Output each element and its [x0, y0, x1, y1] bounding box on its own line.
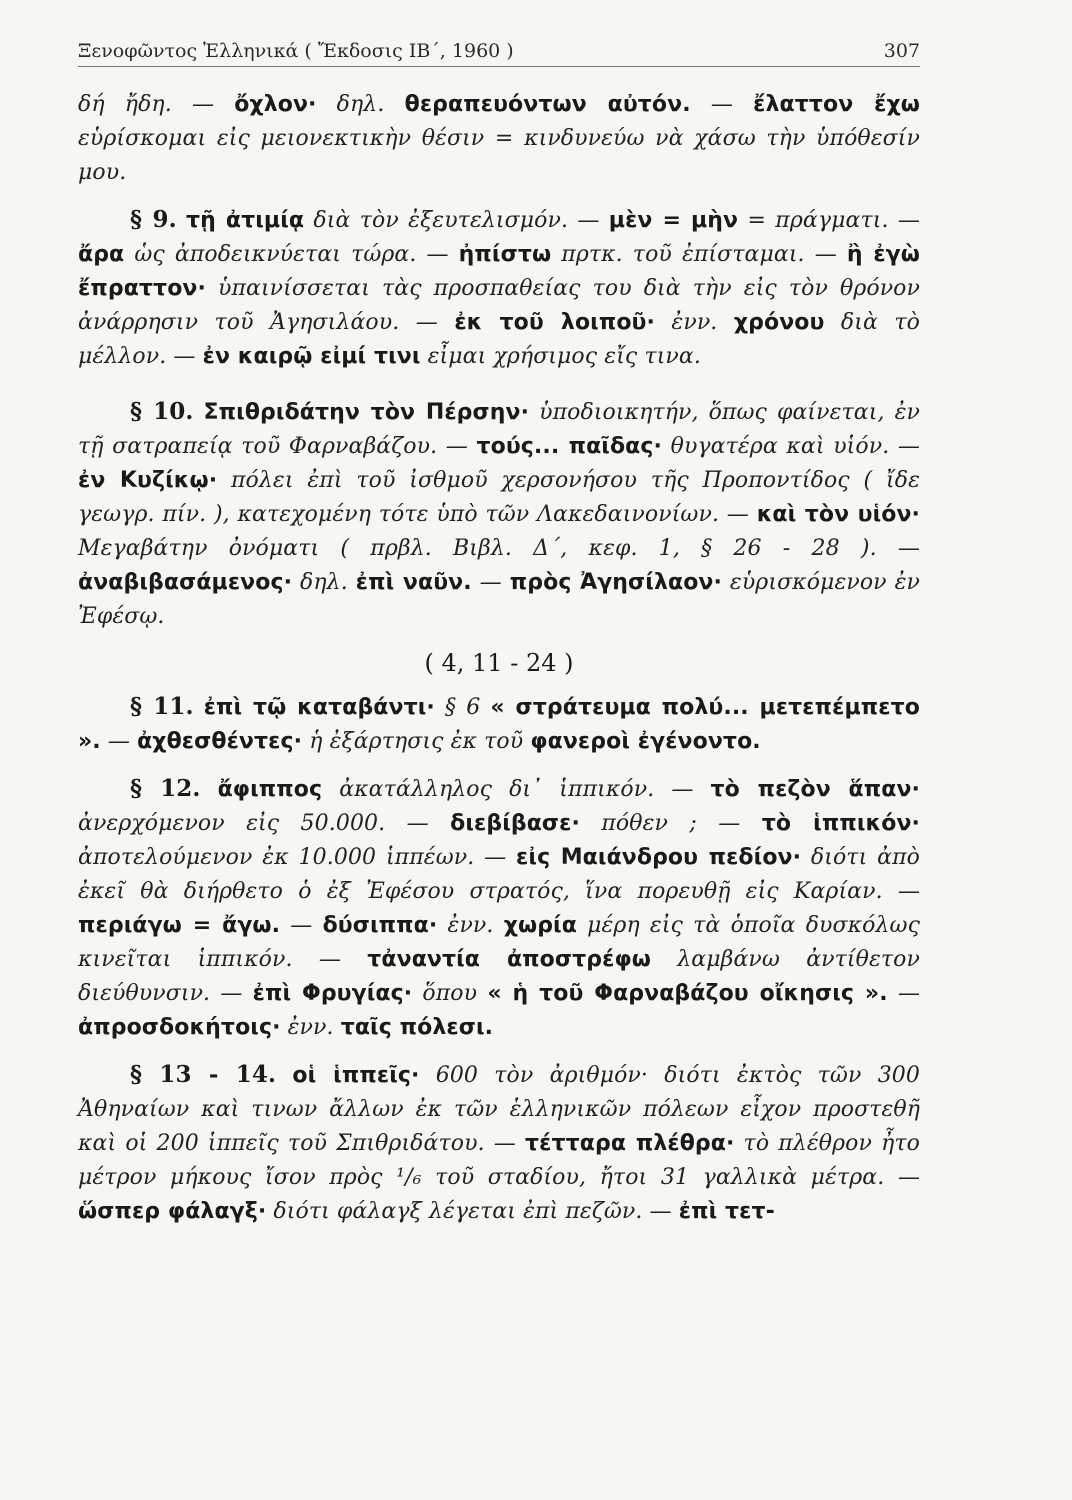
commentary-text: = πράγματι. —	[738, 208, 928, 233]
commentary-text: πόθεν ; —	[579, 811, 762, 836]
commentary-text: —	[471, 570, 510, 595]
lemma: ἄρα	[78, 242, 125, 267]
commentary-text: —	[100, 729, 138, 754]
commentary-text: ἀνερχόμενον εἰς 50.000. —	[78, 777, 928, 836]
lemma: εἰς Μαιάνδρου πεδίον·	[516, 845, 802, 870]
commentary-text: εἶμαι χρήσιμος εἴς τινα.	[420, 344, 701, 369]
book-page	[78, 40, 928, 1242]
lemma: ἀπροσδοκήτοις·	[78, 1015, 281, 1040]
lemma: ἐπὶ τετ-	[678, 1199, 775, 1224]
commentary-text	[194, 695, 204, 720]
section-number: § 10.	[130, 398, 194, 425]
lemma: ἐκ τοῦ λοιποῦ·	[454, 310, 655, 335]
lemma: ἀναβιβασάμενος·	[78, 570, 293, 595]
commentary-text: ἀκατάλληλος δι᾽ ἱππικόν. —	[322, 777, 711, 802]
commentary-body	[78, 87, 928, 1228]
lemma: ἀχθεσθέντες·	[137, 729, 303, 754]
lemma: ἐπὶ ναῦν.	[355, 570, 472, 595]
commentary-text: ὑποδιοικητήν, ὅπως φαίνεται, ἐν τῇ σατραπείᾳ τοῦ Φαρναβάζου. —	[78, 400, 928, 459]
commentary-text: διότι φάλαγξ λέγεται ἐπὶ πεζῶν. —	[266, 1199, 679, 1224]
commentary-text	[177, 208, 186, 233]
lemma: τῇ ἀτιμίᾳ	[186, 208, 305, 233]
commentary-text: ἐνν.	[280, 1015, 341, 1040]
lemma: θεραπευόντων αὐτόν.	[404, 92, 691, 117]
lemma: οἱ ἱππεῖς·	[292, 1063, 420, 1088]
commentary-text: 600 τὸν ἀριθμόν· διότι ἐκτὸς τῶν 300 Ἀθηναίων καὶ τινων ἄλλων ἐκ τῶν ἑλληνικῶν πόλεων εἶχον προστεθῆ καὶ οἱ 200 ἱππεῖς τοῦ Σπιθριδάτου. —	[78, 1063, 928, 1156]
commentary-text: ἐνν.	[437, 913, 504, 938]
lemma: ὥσπερ φάλαγξ·	[78, 1199, 267, 1224]
lemma: « ἡ τοῦ Φαρναβάζου οἴκησις ».	[487, 981, 888, 1006]
commentary-paragraph	[78, 1058, 928, 1228]
commentary-text: πόλει ἐπὶ τοῦ ἰσθμοῦ χερσονήσου τῆς Προποντίδος ( ἴδε γεωγρ. πίν. ), κατεχομένη τότε ὑπὸ τῶν Λακεδαινονίων. —	[78, 468, 928, 527]
commentary-text: —	[690, 92, 754, 117]
commentary-text: διότι ἀπὸ ἐκεῖ θὰ διήρθετο ὁ ἐξ Ἐφέσου στρατός, ἵνα πορευθῇ εἰς Καρίαν. —	[78, 845, 928, 904]
commentary-text: διὰ τὸν ἐξευτελισμόν. —	[304, 208, 609, 233]
commentary-text: δή ἤδη. —	[78, 92, 235, 117]
commentary-text: δηλ.	[292, 570, 356, 595]
lemma: τὸ πεζὸν ἅπαν·	[710, 777, 921, 802]
lemma: ὄχλον·	[234, 92, 317, 117]
lemma: φανεροὶ ἐγένοντο.	[530, 729, 761, 754]
lemma: ἐπὶ τῷ καταβάντι·	[203, 695, 435, 720]
commentary-paragraph	[78, 772, 928, 1044]
commentary-text: —	[280, 913, 323, 938]
commentary-paragraph	[78, 203, 928, 373]
commentary-text: § 6	[434, 695, 491, 720]
lemma: ἔλαττον ἔχω	[753, 92, 920, 117]
section-reference: ( 4, 11 - 24 )	[424, 649, 574, 677]
lemma: περιάγω = ἄγω.	[78, 913, 281, 938]
header-title: Ξενοφῶντος Ἑλληνικά ( Ἔκδοσις ΙΒ΄, 1960 )	[78, 40, 514, 62]
lemma: δύσιππα·	[322, 913, 438, 938]
lemma: πρὸς Ἀγησίλαον·	[509, 570, 722, 595]
commentary-text	[201, 777, 218, 802]
section-number: § 12.	[130, 775, 201, 802]
lemma: τούς... παῖδας·	[476, 434, 662, 459]
lemma: καὶ τὸν υἱόν·	[756, 502, 920, 527]
lemma: Σπιθριδάτην τὸν Πέρσην·	[203, 400, 530, 425]
commentary-text: ὡς ἀποδεικνύεται τώρα. —	[124, 242, 459, 267]
section-number: § 11.	[130, 693, 194, 720]
commentary-text: τὸ πλέθρον ἦτο μέτρον μήκους ἴσον πρὸς ¹/₆ τοῦ σταδίου, ἤτοι 31 γαλλικὰ μέτρα. —	[78, 1131, 928, 1190]
commentary-text: δηλ.	[316, 92, 405, 117]
commentary-text: ἐνν.	[654, 310, 734, 335]
commentary-paragraph	[78, 690, 928, 758]
lemma: ἐπὶ Φρυγίας·	[252, 981, 413, 1006]
lemma: ἐν καιρῷ εἰμί τινι	[202, 344, 421, 369]
lemma: μὲν = μὴν	[608, 208, 739, 233]
lemma: τέτταρα πλέθρα·	[525, 1131, 735, 1156]
commentary-text: —	[887, 981, 928, 1006]
commentary-block-2	[78, 690, 928, 1228]
lemma: ἄφιππος	[217, 777, 323, 802]
commentary-text: ἀποτελούμενον ἐκ 10.000 ἱππέων. —	[78, 811, 928, 870]
commentary-block-1	[78, 87, 928, 633]
commentary-text	[276, 1063, 292, 1088]
commentary-paragraph	[78, 395, 928, 633]
commentary-text: ἡ ἐξάρτησις ἐκ τοῦ	[302, 729, 531, 754]
page-number: 307	[883, 40, 920, 62]
commentary-text: Μεγαβάτην ὀνόματι ( πρβλ. Βιβλ. Δ΄, κεφ. 1, § 26 - 28 ). —	[78, 502, 928, 561]
lemma: χωρία	[503, 913, 577, 938]
lemma: τἀναντία ἀποστρέφω	[367, 947, 651, 972]
commentary-text: ὅπου	[412, 981, 488, 1006]
lemma: « στράτευμα πολύ... μετεπέμπετο ».	[78, 695, 928, 754]
running-header	[78, 40, 920, 67]
lemma: ταῖς πόλεσι.	[340, 1015, 494, 1040]
commentary-text: ὑπαινίσσεται τὰς προσπαθείας του διὰ τὴν εἰς τὸν θρόνον ἀνάρρησιν τοῦ Ἀγησιλάου. —	[78, 276, 928, 335]
commentary-text: εὑρισκόμενον ἐν Ἐφέσῳ.	[78, 570, 928, 629]
commentary-text: λαμβάνω ἀντίθετον διεύθυνσιν. —	[78, 947, 928, 1006]
commentary-paragraph	[78, 87, 928, 189]
commentary-text: πρτκ. τοῦ ἐπίσταμαι. —	[551, 242, 847, 267]
lemma: διεβίβασε·	[450, 811, 580, 836]
lemma: χρόνου	[733, 310, 825, 335]
lemma: τὸ ἱππικόν·	[761, 811, 920, 836]
commentary-text: μέρη εἰς τὰ ὁποῖα δυσκόλως κινεῖται ἱππικόν. —	[78, 913, 928, 972]
commentary-text: διὰ τὸ μέλλον. —	[78, 310, 928, 369]
section-number: § 13 - 14.	[130, 1061, 277, 1088]
lemma: ἢ ἐγὼ ἔπραττον·	[78, 242, 928, 301]
commentary-text	[194, 400, 204, 425]
commentary-text: θυγατέρα καὶ υἱόν. —	[662, 434, 928, 459]
section-number: § 9.	[130, 206, 177, 233]
lemma: ἐν Κυζίκῳ·	[78, 468, 218, 493]
commentary-text: εὑρίσκομαι εἰς μειονεκτικὴν θέσιν = κινδυνεύω νὰ χάσω τὴν ὑπόθεσίν μου.	[78, 92, 928, 185]
lemma: ἠπίστω	[458, 242, 552, 267]
